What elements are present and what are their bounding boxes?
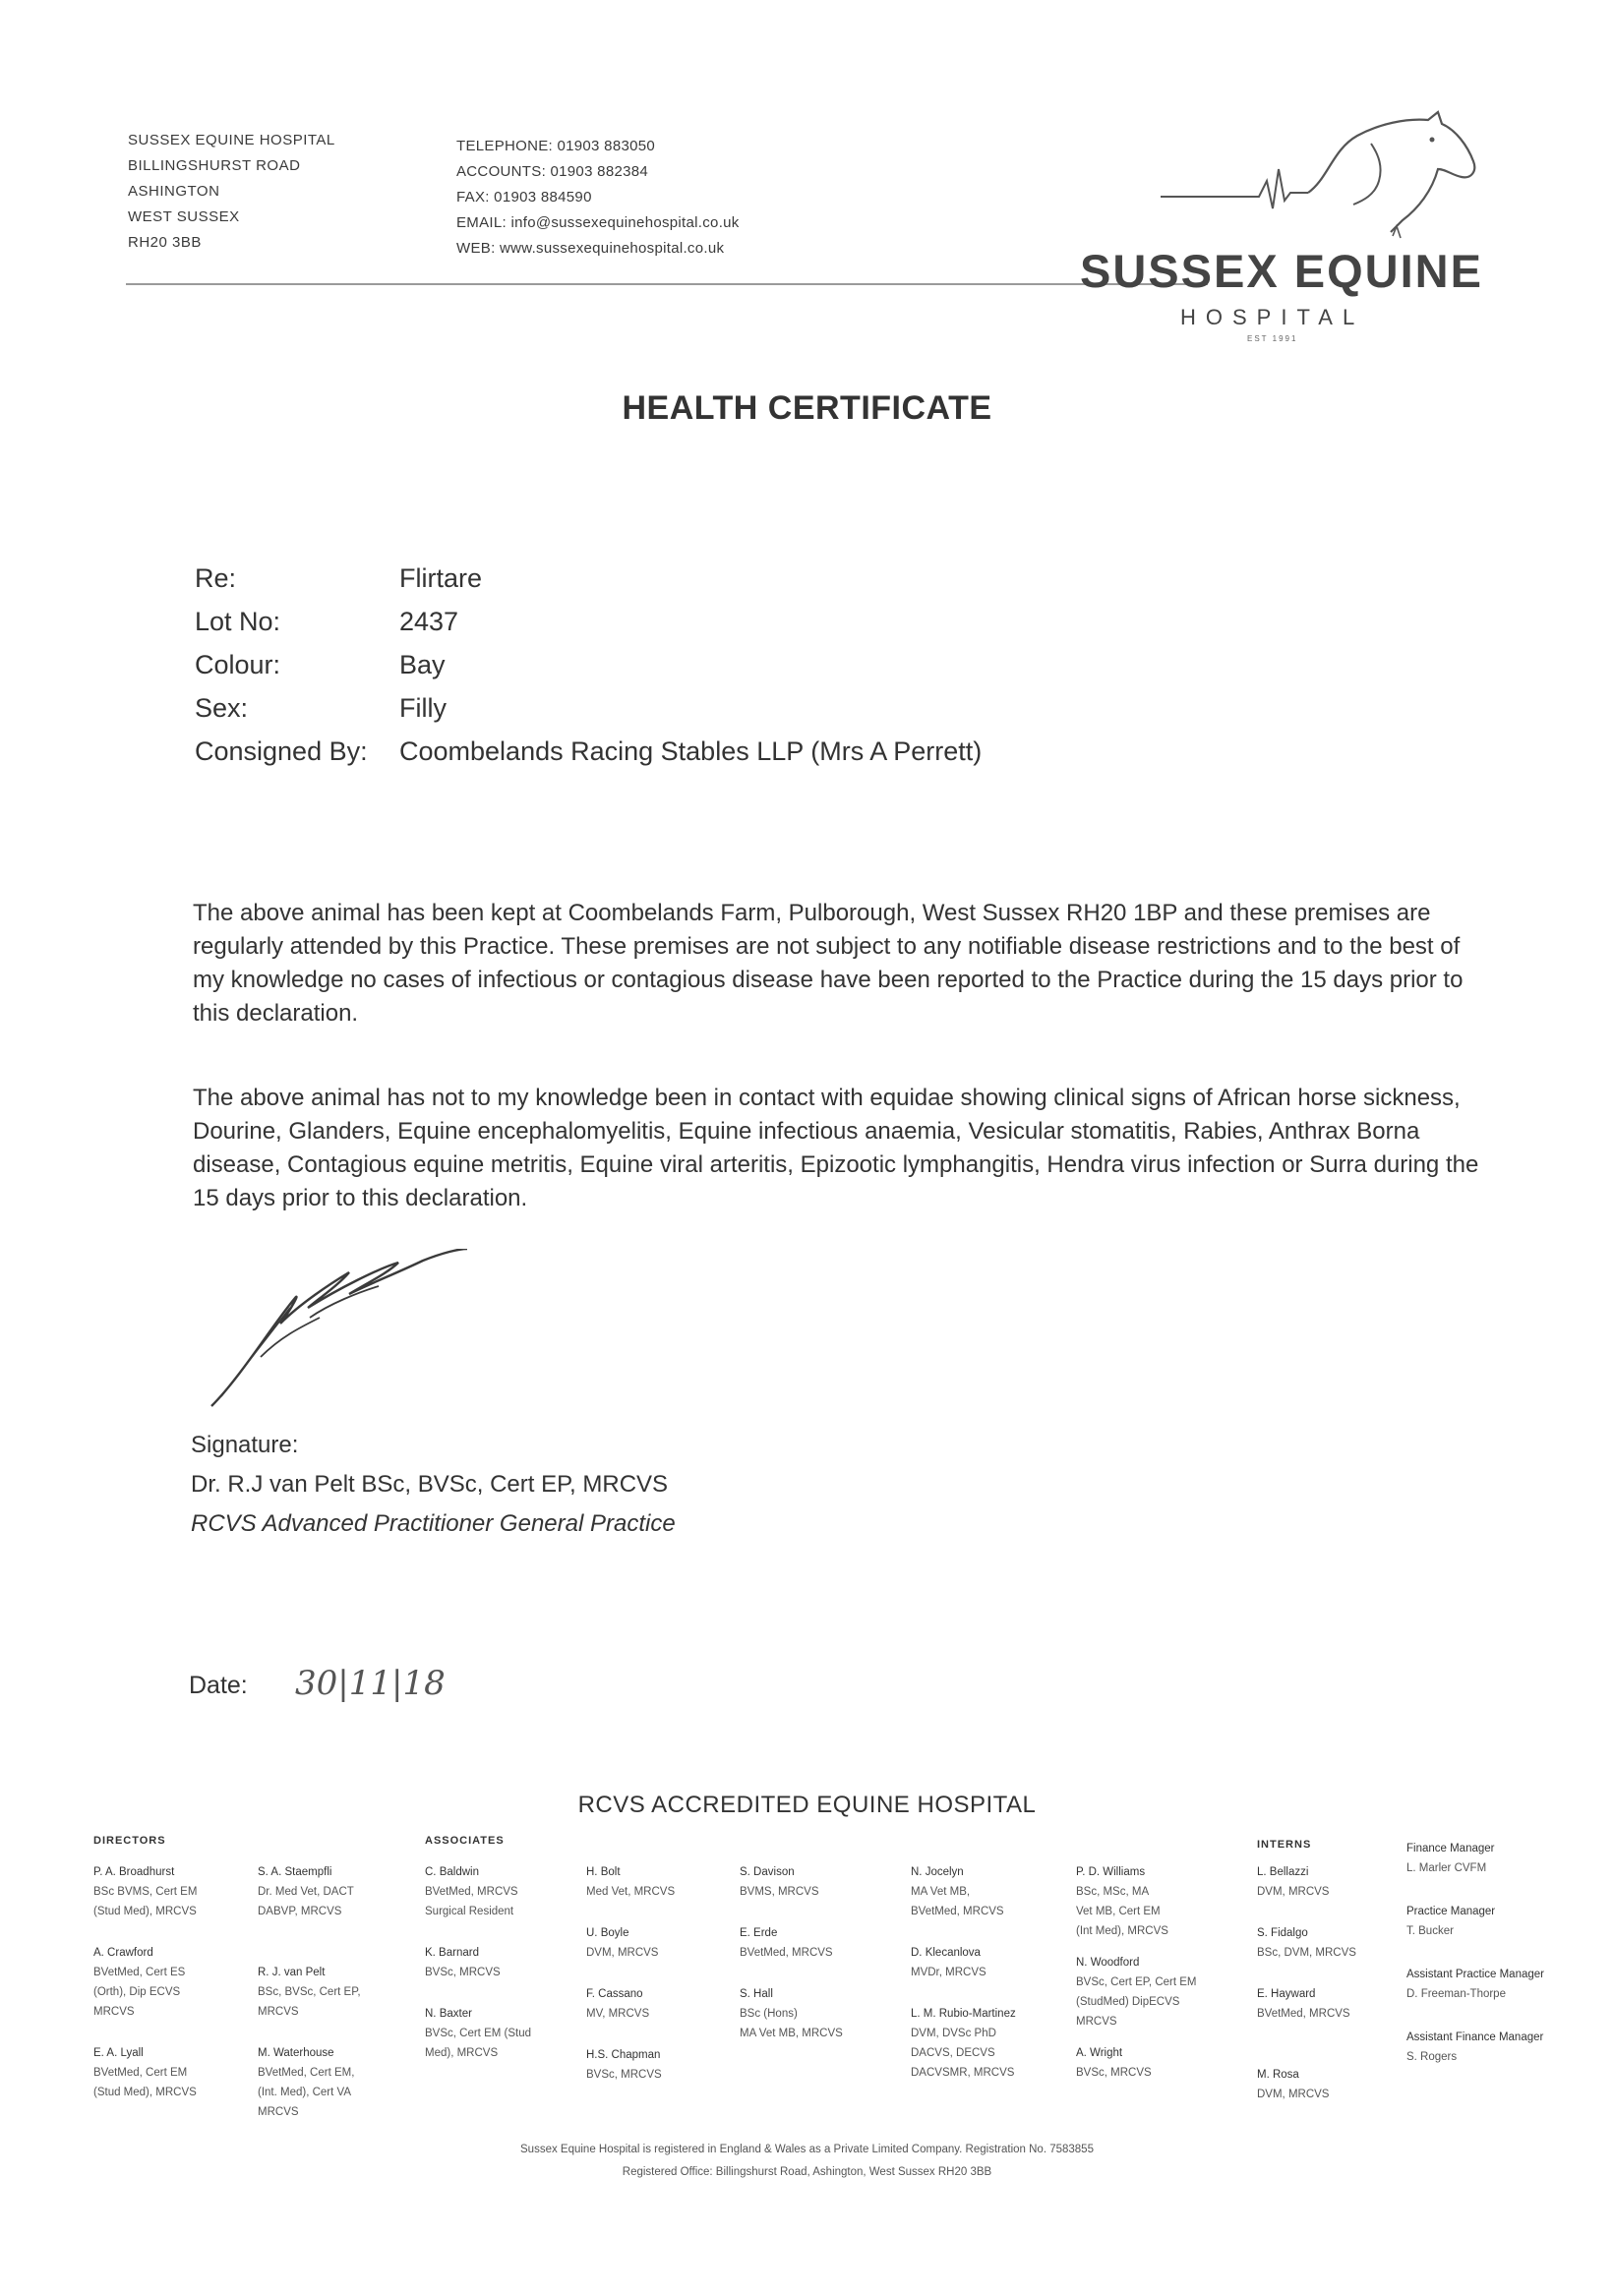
manager-title: Assistant Practice Manager	[1406, 1969, 1544, 1980]
hospital-contact	[456, 134, 740, 262]
manager-title: Practice Manager	[1406, 1906, 1496, 1917]
staff-quals: MRCVS	[258, 2106, 299, 2118]
field-row-consigned	[195, 730, 982, 773]
interns-column	[1257, 1835, 1356, 2104]
associates-column-2	[586, 1862, 675, 2085]
associates-column-5	[1076, 1862, 1197, 2083]
staff-name: P. A. Broadhurst	[93, 1866, 175, 1878]
staff-quals: DACVS, DECVS	[911, 2047, 995, 2059]
staff-name: H.S. Chapman	[586, 2049, 661, 2061]
staff-quals: BVetMed, MRCVS	[740, 1947, 833, 1959]
staff-quals: DVM, MRCVS	[1257, 1886, 1330, 1898]
header-divider	[126, 283, 1208, 285]
staff-name: S. A. Staempfli	[258, 1866, 332, 1878]
staff-quals: BVSc, Cert EM (Stud	[425, 2028, 532, 2039]
staff-name: S. Hall	[740, 1988, 773, 2000]
staff-quals: (StudMed) DipECVS	[1076, 1996, 1180, 2008]
staff-name: S. Davison	[740, 1866, 795, 1878]
staff-quals: MA Vet MB,	[911, 1886, 971, 1898]
manager-name: S. Rogers	[1406, 2051, 1458, 2063]
manager-title: Finance Manager	[1406, 1843, 1495, 1854]
contact-line: FAX: 01903 884590	[456, 189, 592, 206]
staff-name: U. Boyle	[586, 1927, 629, 1939]
date-label: Date:	[189, 1672, 248, 1699]
staff-quals: DVM, MRCVS	[586, 1947, 659, 1959]
logo-subtitle: HOSPITAL	[1180, 305, 1365, 329]
staff-quals: (Stud Med), MRCVS	[93, 2087, 197, 2098]
field-row-re	[195, 557, 982, 600]
staff-quals: (Int Med), MRCVS	[1076, 1925, 1168, 1937]
staff-name: L. Bellazzi	[1257, 1866, 1309, 1878]
contact-declaration-paragraph: The above animal has not to my knowledge been in contact with equidae showing clinical signs of African horse sickness, Dourine, Glanders, Equine encephalomyelitis, Equine infectious anaemia, Vesicular stomatitis, Rabies, Anthrax Borna disease, Contagious equine metritis, Equine viral arteritis, Epizootic lymphangitis, Hendra virus infection or Surra during the 15 days prior to this declaration.	[193, 1085, 1479, 1211]
staff-quals: BVMS, MRCVS	[740, 1886, 819, 1898]
staff-quals: DACVSMR, MRCVS	[911, 2067, 1015, 2079]
staff-name: C. Baldwin	[425, 1866, 479, 1878]
associates-heading: ASSOCIATES	[425, 1835, 505, 1847]
staff-name: A. Crawford	[93, 1947, 153, 1959]
address-line: WEST SUSSEX	[128, 208, 240, 225]
hospital-address	[128, 128, 335, 256]
management-column	[1406, 1839, 1554, 2067]
signature-label: Signature:	[191, 1432, 299, 1458]
contact-line: EMAIL: info@sussexequinehospital.co.uk	[456, 214, 740, 231]
field-label: Colour:	[195, 650, 281, 679]
staff-quals: Med Vet, MRCVS	[586, 1886, 676, 1898]
logo-established: EST 1991	[1247, 334, 1298, 343]
staff-name: N. Baxter	[425, 2008, 472, 2020]
field-label: Sex:	[195, 693, 249, 723]
field-value: Filly	[399, 693, 447, 723]
staff-name: M. Rosa	[1257, 2069, 1299, 2081]
address-line: SUSSEX EQUINE HOSPITAL	[128, 132, 335, 148]
staff-quals: MRCVS	[1076, 2016, 1117, 2028]
horse-heartbeat-logo-icon	[1161, 110, 1485, 248]
staff-quals: MV, MRCVS	[586, 2008, 650, 2020]
staff-quals: Med), MRCVS	[425, 2047, 499, 2059]
company-registration: Sussex Equine Hospital is registered in England & Wales as a Private Limited Company. Registration No. 7583855	[520, 2144, 1094, 2155]
field-value: 2437	[399, 607, 459, 636]
staff-quals: Surgical Resident	[425, 1906, 514, 1917]
manager-name: L. Marler CVFM	[1406, 1862, 1487, 1874]
field-row-sex	[195, 686, 982, 730]
staff-name: S. Fidalgo	[1257, 1927, 1308, 1939]
staff-quals: BVetMed, Cert EM	[93, 2067, 188, 2079]
staff-quals: DABVP, MRCVS	[258, 1906, 342, 1917]
staff-quals: Vet MB, Cert EM	[1076, 1906, 1161, 1917]
staff-name: N. Woodford	[1076, 1957, 1140, 1969]
certificate-fields	[195, 557, 982, 773]
staff-name: M. Waterhouse	[258, 2047, 334, 2059]
staff-quals: BVSc, MRCVS	[1076, 2067, 1152, 2079]
contact-line: ACCOUNTS: 01903 882384	[456, 163, 649, 180]
staff-name: E. Hayward	[1257, 1988, 1316, 2000]
staff-quals: Dr. Med Vet, DACT	[258, 1886, 354, 1898]
page-title: HEALTH CERTIFICATE	[622, 389, 992, 427]
staff-name: F. Cassano	[586, 1988, 643, 2000]
field-label: Re:	[195, 563, 237, 593]
directors-heading: DIRECTORS	[93, 1835, 166, 1847]
field-row-lot	[195, 600, 982, 643]
directors-column-1	[93, 1831, 197, 2102]
staff-quals: BVetMed, MRCVS	[1257, 2008, 1350, 2020]
staff-quals: BSc BVMS, Cert EM	[93, 1886, 198, 1898]
staff-name: D. Klecanlova	[911, 1947, 981, 1959]
accreditation-heading: RCVS ACCREDITED EQUINE HOSPITAL	[577, 1792, 1037, 1818]
staff-quals: (Stud Med), MRCVS	[93, 1906, 197, 1917]
staff-quals: BVetMed, MRCVS	[911, 1906, 1004, 1917]
staff-name: R. J. van Pelt	[258, 1967, 326, 1978]
staff-name: H. Bolt	[586, 1866, 621, 1878]
field-label: Lot No:	[195, 607, 281, 636]
staff-quals: MRCVS	[93, 2006, 135, 2018]
staff-quals: BVetMed, MRCVS	[425, 1886, 518, 1898]
staff-name: A. Wright	[1076, 2047, 1123, 2059]
field-row-colour	[195, 643, 982, 686]
address-line: RH20 3BB	[128, 234, 202, 251]
field-value: Coombelands Racing Stables LLP (Mrs A Perrett)	[399, 736, 983, 766]
signatory-role: RCVS Advanced Practitioner General Practice	[191, 1510, 676, 1537]
address-line: ASHINGTON	[128, 183, 220, 200]
staff-quals: BSc, DVM, MRCVS	[1257, 1947, 1356, 1959]
handwritten-signature	[202, 1249, 477, 1416]
staff-quals: BSc, BVSc, Cert EP,	[258, 1986, 361, 1998]
associates-column-1	[425, 1831, 531, 2063]
signatory-name: Dr. R.J van Pelt BSc, BVSc, Cert EP, MRCVS	[191, 1471, 669, 1498]
contact-line: TELEPHONE: 01903 883050	[456, 138, 656, 154]
field-value: Bay	[399, 650, 446, 679]
staff-quals: MA Vet MB, MRCVS	[740, 2028, 843, 2039]
manager-name: D. Freeman-Thorpe	[1406, 1988, 1506, 2000]
staff-quals: BVSc, MRCVS	[586, 2069, 662, 2081]
staff-quals: BSc, MSc, MA	[1076, 1886, 1150, 1898]
staff-quals: DVM, DVSc PhD	[911, 2028, 996, 2039]
staff-quals: BVetMed, Cert ES	[93, 1967, 186, 1978]
registered-office: Registered Office: Billingshurst Road, Ashington, West Sussex RH20 3BB	[622, 2166, 992, 2178]
declaration-paragraph: The above animal has been kept at Coombelands Farm, Pulborough, West Sussex RH20 1BP and these premises are regularly attended by this Practice. These premises are not subject to any notifiable disease restrictions and to the best of my knowledge no cases of infectious or contagious disease have been reported to the Practice during the 15 days prior to this declaration.	[193, 900, 1464, 1027]
field-label: Consigned By:	[195, 736, 368, 766]
staff-name: K. Barnard	[425, 1947, 479, 1959]
signature-block	[191, 1426, 676, 1544]
staff-name: E. A. Lyall	[93, 2047, 144, 2059]
directors-column-2	[258, 1862, 361, 2122]
staff-quals: DVM, MRCVS	[1257, 2089, 1330, 2100]
contact-line: WEB: www.sussexequinehospital.co.uk	[456, 240, 725, 257]
staff-name: E. Erde	[740, 1927, 778, 1939]
staff-quals: MRCVS	[258, 2006, 299, 2018]
staff-name: P. D. Williams	[1076, 1866, 1146, 1878]
staff-quals: BVSc, MRCVS	[425, 1967, 501, 1978]
staff-quals: BVSc, Cert EP, Cert EM	[1076, 1976, 1197, 1988]
address-line: BILLINGSHURST ROAD	[128, 157, 301, 174]
staff-quals: (Int. Med), Cert VA	[258, 2087, 352, 2098]
staff-quals: BVetMed, Cert EM,	[258, 2067, 355, 2079]
staff-quals: (Orth), Dip ECVS	[93, 1986, 181, 1998]
associates-column-4	[911, 1862, 1016, 2083]
manager-title: Assistant Finance Manager	[1406, 2031, 1544, 2043]
field-value: Flirtare	[399, 563, 483, 593]
date-value: 30|11|18	[295, 1664, 446, 1703]
staff-name: N. Jocelyn	[911, 1866, 964, 1878]
staff-quals: MVDr, MRCVS	[911, 1967, 986, 1978]
associates-column-3	[740, 1862, 843, 2043]
staff-name: L. M. Rubio-Martinez	[911, 2008, 1016, 2020]
manager-name: T. Bucker	[1406, 1925, 1454, 1937]
staff-quals: BSc (Hons)	[740, 2008, 798, 2020]
logo-wordmark: SUSSEX EQUINE	[1080, 245, 1483, 297]
interns-heading: INTERNS	[1257, 1839, 1312, 1851]
